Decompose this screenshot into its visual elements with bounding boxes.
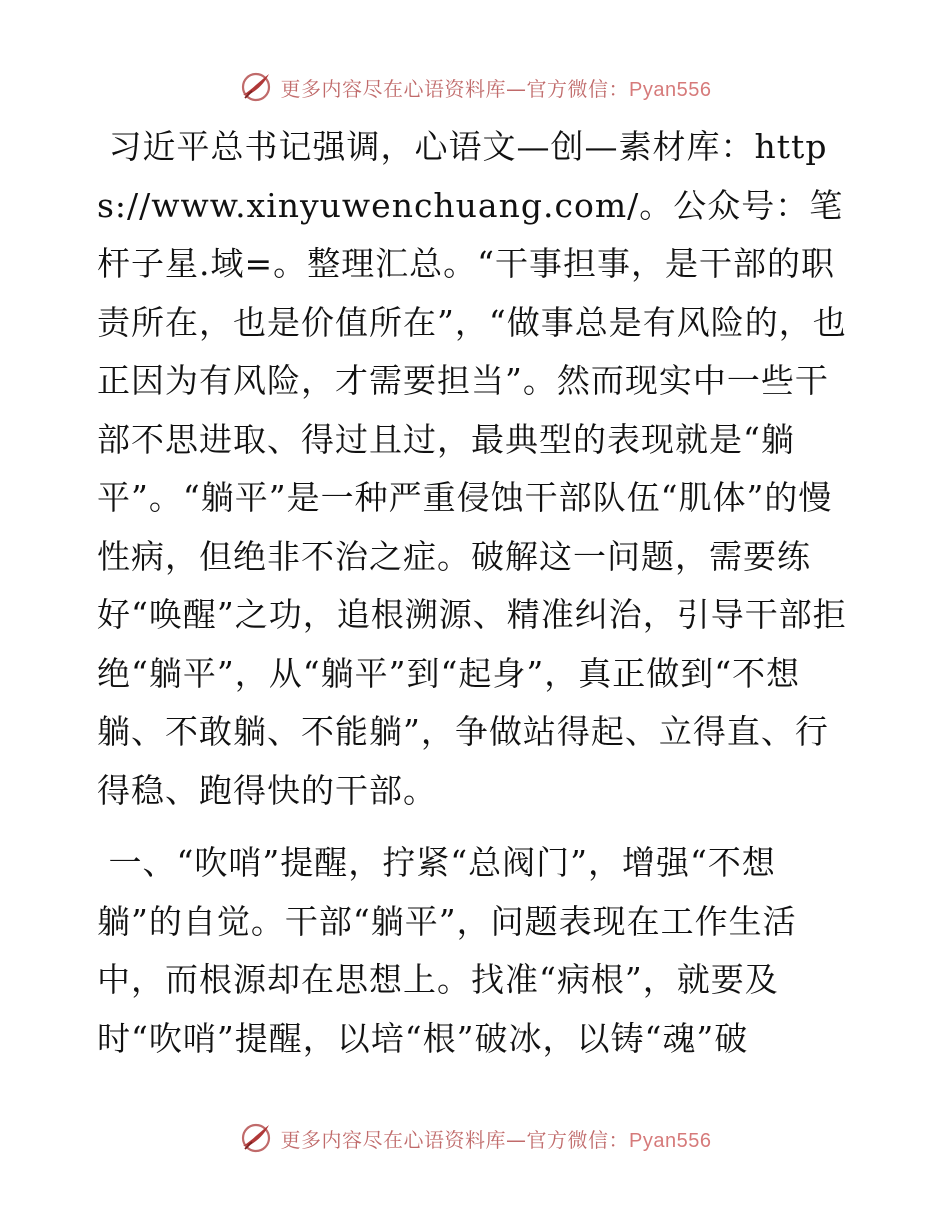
banner-handle: Pyan556 — [629, 78, 712, 101]
feather-pen-circle-icon — [239, 70, 273, 104]
banner-text — [281, 73, 712, 102]
banner-handle: Pyan556 — [629, 1129, 712, 1152]
banner-main-text: 更多内容尽在心语资料库—官方微信： — [280, 1127, 630, 1152]
header-banner — [0, 70, 950, 104]
banner-main-text: 更多内容尽在心语资料库—官方微信： — [280, 76, 630, 101]
footer-banner — [0, 1121, 950, 1155]
document-body — [97, 118, 849, 1068]
feather-pen-circle-icon — [239, 1121, 273, 1155]
paragraph-section-1: 一、“吹哨”提醒，拧紧“总阀门”，增强“不想躺”的自觉。干部“躺平”，问题表现在工作生活中，而根源却在思想上。找准“病根”，就要及时“吹哨”提醒，以培“根”破冰，以铸“魂”破 — [97, 843, 797, 1058]
banner-text — [281, 1124, 712, 1153]
paragraph-intro: 习近平总书记强调，心语文—创—素材库：https://www.xinyuwenchuang.com/。公众号：笔杆子星.域=。整理汇总。“干事担事，是干部的职责所在，也是价值所在”，“做事总是有风险的，也正因为有风险，才需要担当”。然而现实中一些干部不思进取、得过且过，最典型的表现就是“躺平”。“躺平”是一种严重侵蚀干部队伍“肌体”的慢性病，但绝非不治之症。破解这一问题，需要练好“唤醒”之功，追根溯源、精准纠治，引导干部拒绝“躺平”，从“躺平”到“起身”，真正做到“不想躺、不敢躺、不能躺”，争做站得起、立得直、行得稳、跑得快的干部。 — [97, 127, 847, 810]
